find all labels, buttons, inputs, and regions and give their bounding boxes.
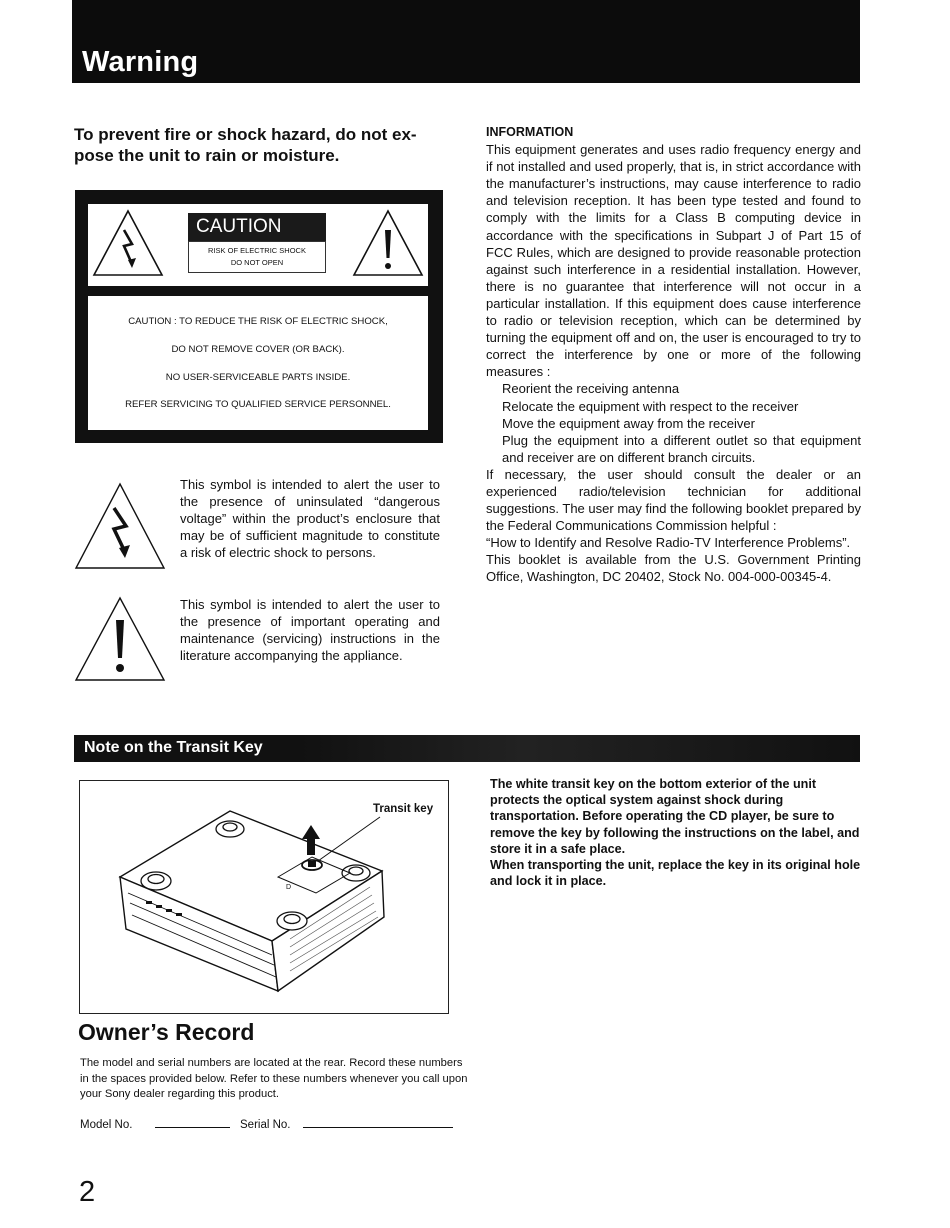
measure-item: Reorient the receiving antenna bbox=[502, 381, 680, 397]
transit-text-1: The white transit key on the bottom exterior of the unit protects the optical system against shock during transportation. Before operating the CD player, be sure to remove the key by following the instructions on the label, and store it in a safe place. bbox=[490, 777, 860, 856]
information-section bbox=[486, 124, 861, 586]
transit-key-figure bbox=[79, 780, 449, 1014]
transit-description bbox=[490, 776, 865, 889]
exclamation-symbol-icon bbox=[74, 596, 166, 682]
information-para-1: This equipment generates and uses radio frequency energy and if not installed and used properly, that is, in strict accordance with the manufacturer’s instructions, may cause interference to radio and television reception. It has been type tested and found to comply with the limits for a Class B computing device in accordance with the specifications in Subpart J of Part 15 of FCC Rules, which are designed to provide reasonable protection against such interference in a residential installation. However, there is no guarantee that interference will not occur in a particular installation. If this equipment does cause interference to radio or television reception, which can be determined by turning the equipment off and on, the user is encouraged to try to correct the interference by one or more of the following measures : bbox=[486, 142, 861, 380]
transit-section-bar-shade bbox=[300, 735, 860, 762]
caution-subtitle bbox=[188, 241, 326, 273]
caution-sub-line-1: RISK OF ELECTRIC SHOCK bbox=[208, 246, 306, 255]
information-para-2: If necessary, the user should consult the dealer or an experienced radio/television technician for additional suggestions. The user may find the following booklet prepared by the Federal Communications Commission helpful : bbox=[486, 466, 861, 534]
caution-line-2: DO NOT REMOVE COVER (OR BACK). bbox=[171, 344, 345, 355]
information-heading: INFORMATION bbox=[486, 125, 574, 139]
lead-warning: To prevent fire or shock hazard, do not ex-pose the unit to rain or moisture. bbox=[74, 125, 417, 165]
cd-player-illustration bbox=[80, 781, 448, 1013]
measure-item: Plug the equipment into a different outlet so that equipment and receiver are on different branch circuits. bbox=[502, 432, 861, 465]
information-para-3: This booklet is available from the U.S. Government Printing Office, Washington, DC 20402, Stock No. 004-000-00345-4. bbox=[486, 552, 861, 585]
transit-key-label: Transit key bbox=[373, 803, 434, 815]
caution-line-3: NO USER-SERVICEABLE PARTS INSIDE. bbox=[165, 372, 351, 383]
page-number: 2 bbox=[79, 1176, 96, 1208]
caution-title: CAUTION bbox=[188, 213, 326, 241]
model-no-label: Model No. bbox=[80, 1119, 133, 1131]
model-no-blank bbox=[155, 1127, 230, 1128]
booklet-title: “How to Identify and Resolve Radio-TV Interference Problems”. bbox=[486, 535, 851, 551]
exclamation-warning-icon bbox=[352, 208, 424, 278]
caution-line-4: REFER SERVICING TO QUALIFIED SERVICE PERSONNEL. bbox=[125, 399, 391, 410]
lightning-symbol-text: This symbol is intended to alert the user to the presence of uninsulated “dangerous voltage” within the product’s enclosure that may be of sufficient magnitude to constitute a risk of electric shock to persons. bbox=[180, 477, 440, 560]
transit-section-title: Note on the Transit Key bbox=[84, 739, 263, 756]
owner-record-text: The model and serial numbers are located at the rear. Record these numbers in the spaces provided below. Refer to these numbers whenever you call upon your Sony dealer regarding this product. bbox=[80, 1057, 468, 1100]
transit-text-2: When transporting the unit, replace the key in its original hole and lock it in place. bbox=[490, 858, 861, 889]
caution-sub-line-2: DO NOT OPEN bbox=[230, 258, 284, 267]
serial-no-label: Serial No. bbox=[240, 1119, 291, 1131]
svg-text:D: D bbox=[286, 884, 292, 891]
page-title: Warning bbox=[82, 46, 199, 78]
measure-item: Move the equipment away from the receiver bbox=[502, 415, 755, 431]
owner-record-title: Owner’s Record bbox=[78, 1019, 255, 1045]
serial-no-blank bbox=[303, 1127, 453, 1128]
lightning-warning-icon bbox=[92, 208, 164, 278]
lightning-symbol-icon bbox=[74, 482, 166, 570]
caution-line-1: CAUTION : TO REDUCE THE RISK OF ELECTRIC SHOCK, bbox=[128, 316, 388, 327]
measure-item: Relocate the equipment with respect to the receiver bbox=[502, 398, 799, 414]
exclamation-symbol-text: This symbol is intended to alert the user to the presence of important operating and maintenance (servicing) instructions in the literature accompanying the appliance. bbox=[180, 597, 440, 663]
